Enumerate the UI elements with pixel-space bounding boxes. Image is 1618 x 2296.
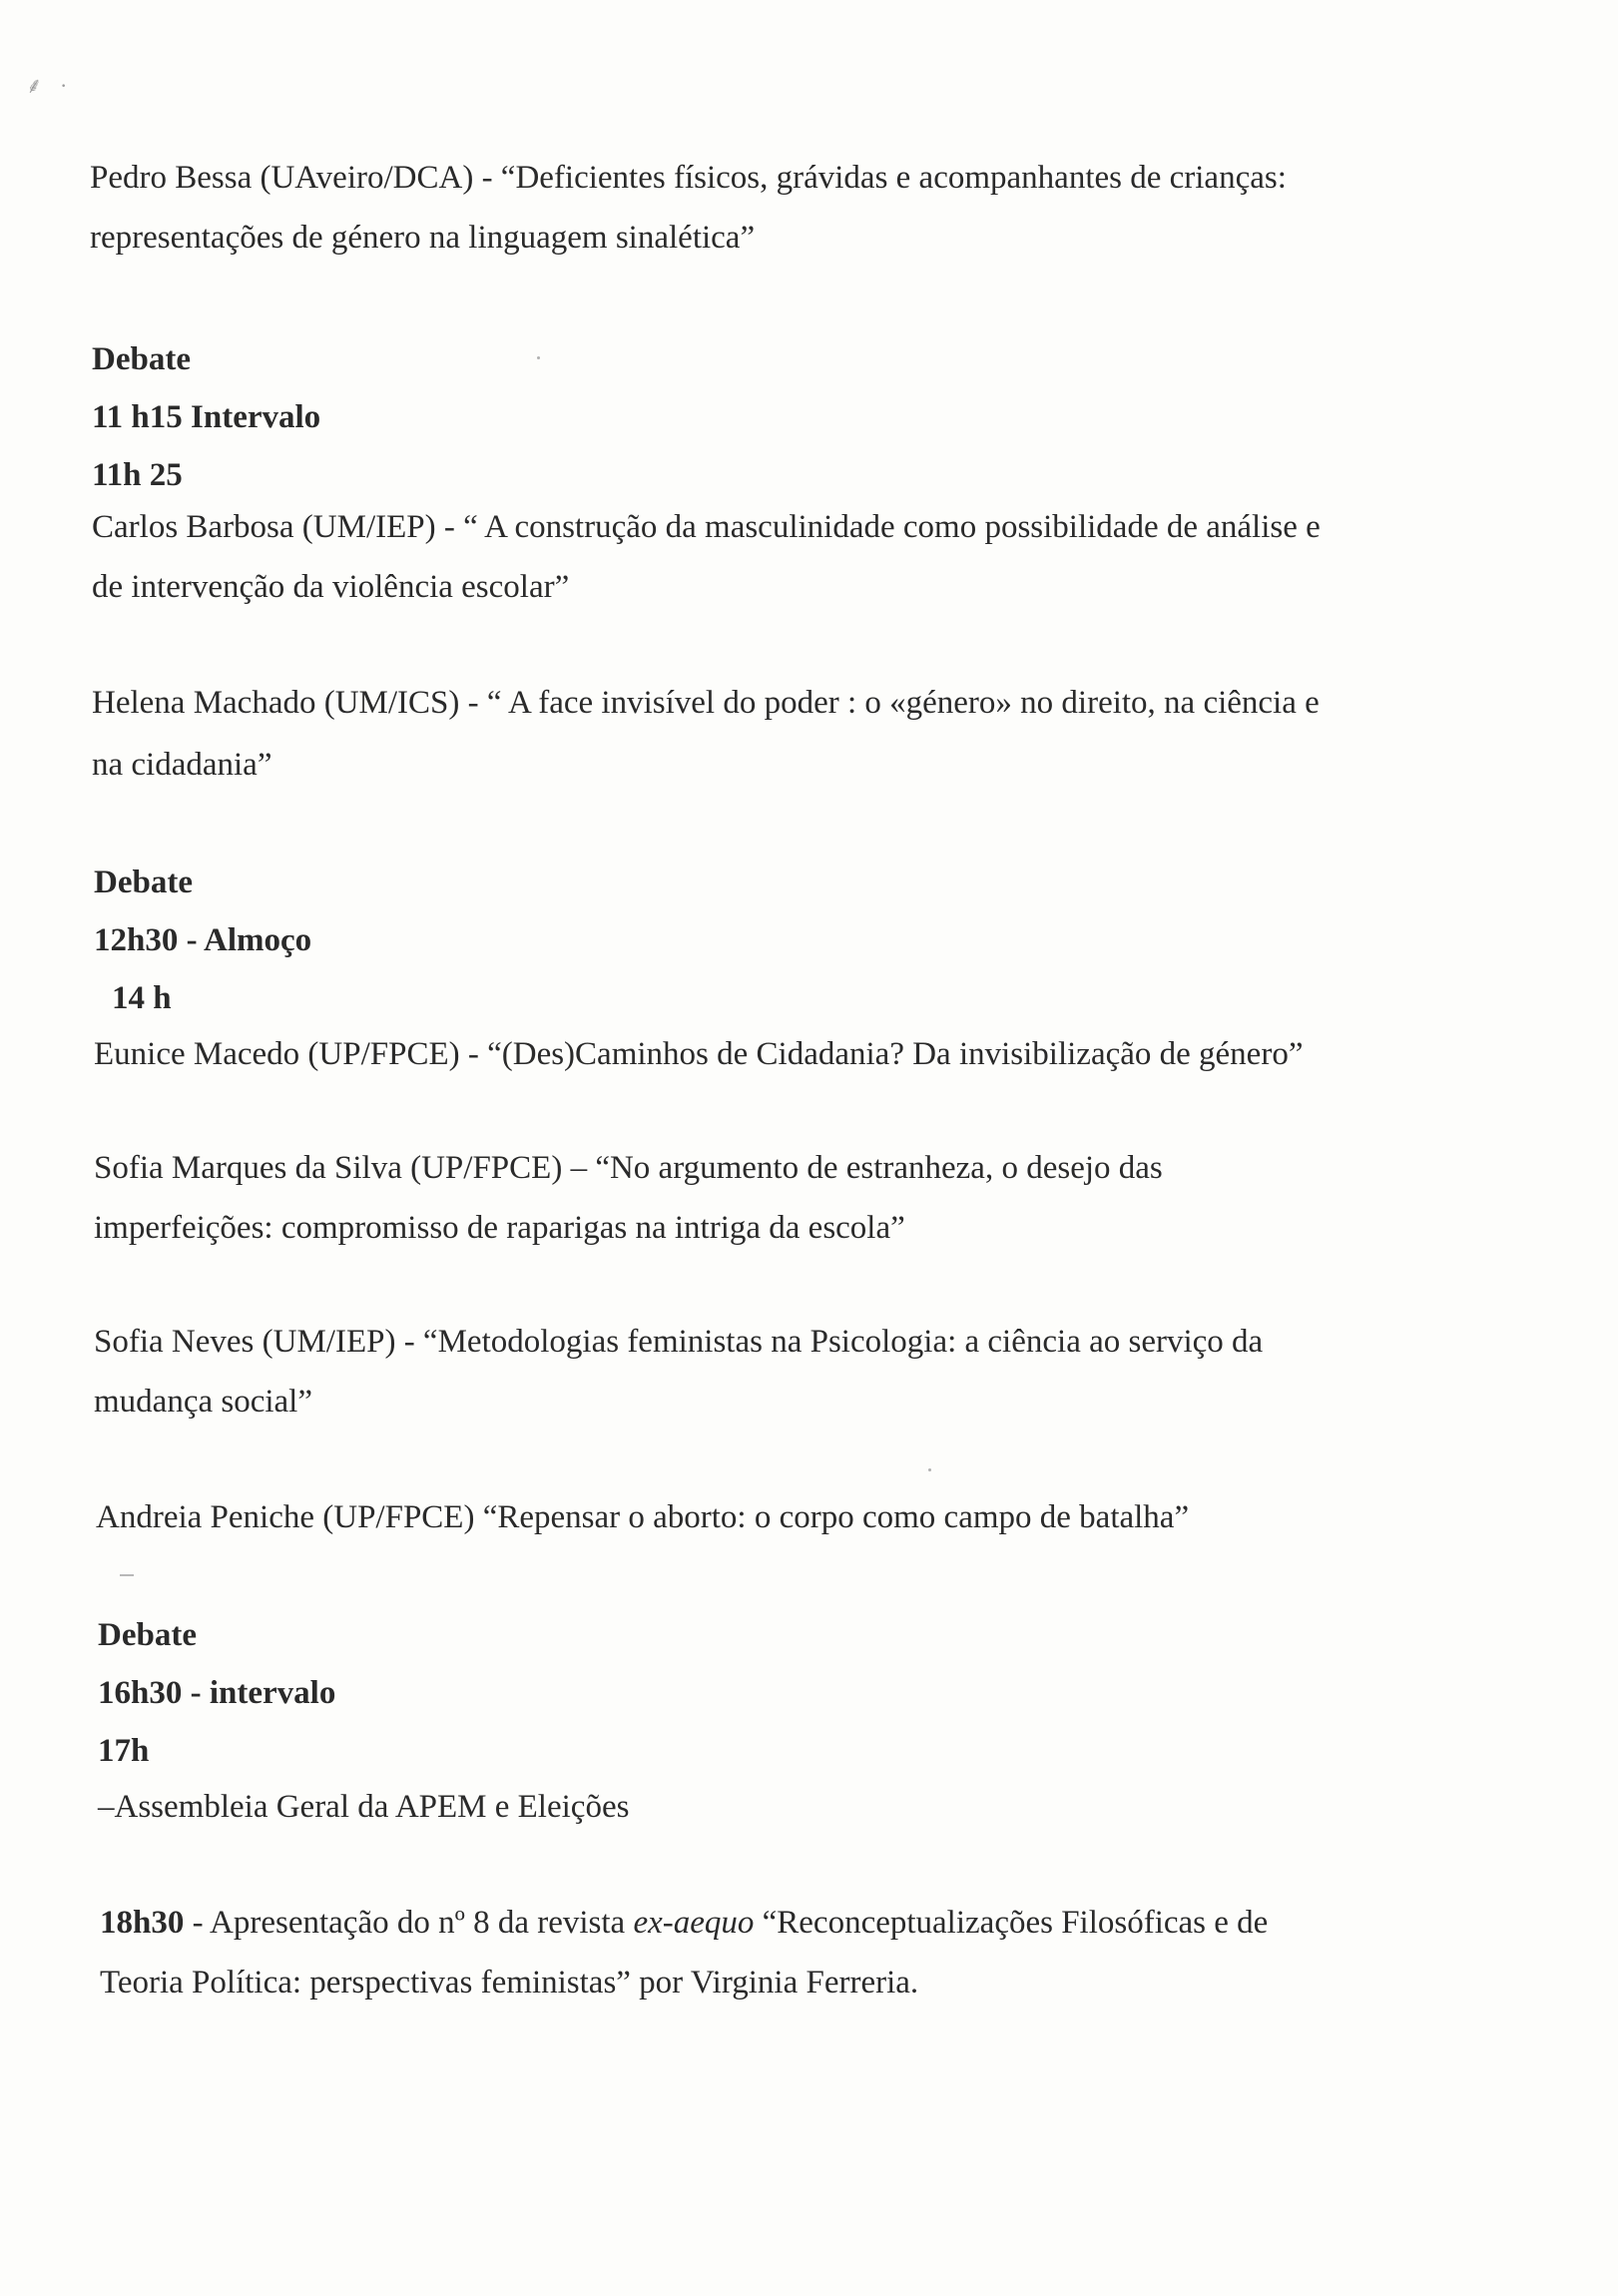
scan-mark: ⸙ · <box>26 73 74 98</box>
talk-sofia-neves-line-1: Sofia Neves (UM/IEP) - “Metodologias feministas na Psicologia: a ciência ao serviço da <box>94 1324 1264 1360</box>
break-time-2: 16h30 - intervalo <box>98 1675 336 1711</box>
scan-speck <box>928 1468 931 1471</box>
presentation-line-2: Teoria Política: perspectivas feministas” por Virginia Ferreria. <box>100 1965 919 2001</box>
debate-heading-3: Debate <box>98 1617 197 1653</box>
general-assembly: –Assembleia Geral da APEM e Eleições <box>98 1789 630 1825</box>
presentation-text: - Apresentação do nº 8 da revista <box>184 1905 634 1941</box>
talk-carlos-barbosa-line-2: de intervenção da violência escolar” <box>92 569 570 605</box>
talk-sofia-marques-line-1: Sofia Marques da Silva (UP/FPCE) – “No argumento de estranheza, o desejo das <box>94 1150 1163 1186</box>
session-time-1125: 11h 25 <box>92 457 183 493</box>
journal-name: ex-aequo <box>633 1905 755 1941</box>
presentation-time: 18h30 <box>100 1905 185 1941</box>
stray-mark <box>120 1574 134 1576</box>
talk-eunice-macedo: Eunice Macedo (UP/FPCE) - “(Des)Caminhos de Cidadania? Da invisibilização de género” <box>94 1036 1304 1072</box>
talk-andreia-peniche: Andreia Peniche (UP/FPCE) “Repensar o aborto: o corpo como campo de batalha” <box>96 1499 1190 1535</box>
presentation-line-1 <box>100 1903 1268 1943</box>
debate-heading-2: Debate <box>94 864 193 900</box>
session-time-17h: 17h <box>98 1733 150 1769</box>
talk-sofia-marques-line-2: imperfeições: compromisso de raparigas na intriga da escola” <box>94 1210 905 1246</box>
lunch-time: 12h30 - Almoço <box>94 922 312 958</box>
talk-pedro-bessa-line-2: representações de género na linguagem sinalética” <box>90 220 756 256</box>
talk-sofia-neves-line-2: mudança social” <box>94 1384 312 1420</box>
session-time-14h: 14 h <box>112 980 172 1016</box>
talk-helena-machado-line-1: Helena Machado (UM/ICS) - “ A face invisível do poder : o «género» no direito, na ciência e <box>92 685 1320 721</box>
talk-helena-machado-line-2: na cidadania” <box>92 747 272 783</box>
presentation-title: “Reconceptualizações Filosóficas e de <box>754 1905 1269 1941</box>
break-time-1: 11 h15 Intervalo <box>92 399 321 435</box>
talk-pedro-bessa-line-1: Pedro Bessa (UAveiro/DCA) - “Deficientes físicos, grávidas e acompanhantes de crianças: <box>90 160 1287 196</box>
talk-carlos-barbosa-line-1: Carlos Barbosa (UM/IEP) - “ A construção da masculinidade como possibilidade de análise e <box>92 509 1321 545</box>
debate-heading-1: Debate <box>92 341 191 377</box>
scan-speck <box>537 356 540 359</box>
